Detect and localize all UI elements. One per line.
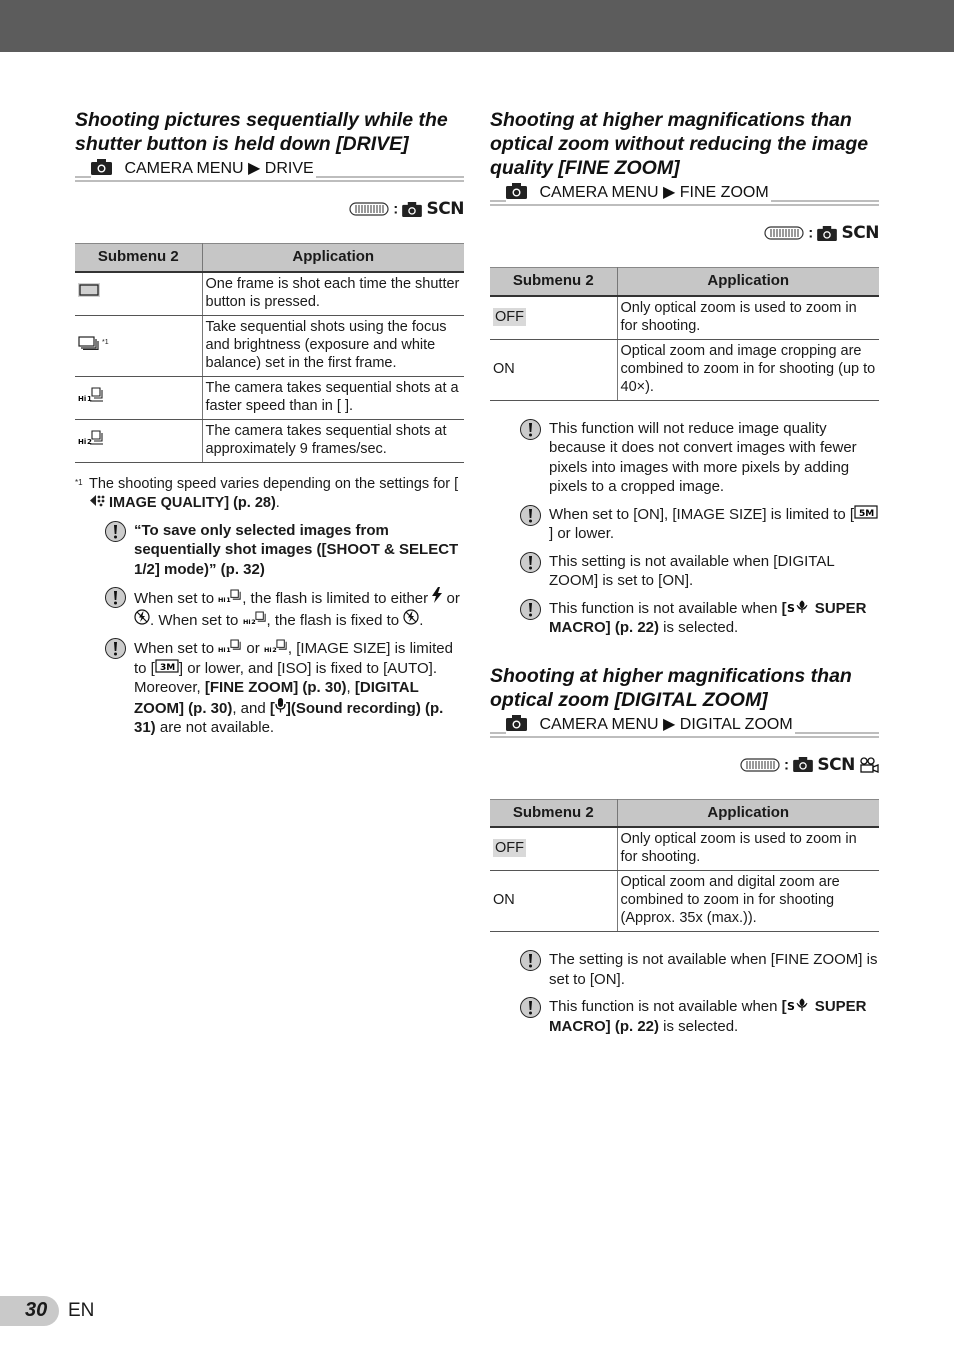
menu-path (490, 183, 879, 207)
note-item: “To save only selected images from sequentially shot images ([SHOOT & SELECT 1/2] mode)” (p. 32) (75, 521, 464, 580)
svg-text:2: 2 (87, 438, 92, 445)
note-item: This function will not reduce image quality because it does not convert images with fewer pixels into images with more pixels by adding pixels to a cropped image. (490, 419, 879, 497)
svg-text:Hi: Hi (218, 645, 226, 653)
table-cell-application: Only optical zoom is used to zoom in for shooting. (617, 827, 879, 871)
option-off: OFF (495, 308, 524, 325)
mode-separator: : (808, 224, 814, 242)
digital-zoom-notes (490, 950, 879, 1036)
table-cell-application: The camera takes sequential shots at a faster speed than in [ ]. (202, 376, 464, 419)
svg-text:Hi: Hi (242, 617, 251, 625)
digital-zoom-section (490, 664, 879, 1037)
top-header-bar (0, 0, 954, 52)
drive-notes (75, 521, 464, 738)
fine-zoom-table (490, 267, 879, 401)
caution-icon (520, 599, 541, 620)
table-row (75, 376, 464, 419)
image-size-3m-icon (155, 659, 179, 673)
table-cell-application: Optical zoom and digital zoom are combined to zoom in for shooting (Approx. 35x (max.)). (617, 871, 879, 932)
section-title: Shooting pictures sequentially while the shutter button is held down [DRIVE] (75, 109, 448, 155)
note-item: This function is not available when [ S SUPER MACRO] (p. 22) is selected. (490, 599, 879, 638)
table-row (490, 339, 879, 400)
fine-zoom-section (490, 108, 879, 638)
option-on: ON (493, 892, 515, 908)
fine-zoom-notes (490, 419, 879, 638)
mode-separator: : (784, 756, 790, 773)
caution-icon (520, 552, 541, 573)
flash-off-icon (134, 609, 150, 625)
mode-indicator (490, 755, 879, 777)
drive-section (75, 108, 464, 746)
mode-dial-icon (740, 757, 780, 773)
menu-path-text: CAMERA MENU ▶ DRIVE (124, 160, 314, 177)
table-row (490, 871, 879, 932)
table-header-submenu: Submenu 2 (490, 268, 617, 296)
table-row (490, 296, 879, 340)
svg-text:5M: 5M (859, 508, 875, 519)
caution-icon (520, 950, 541, 971)
svg-text:S: S (786, 1000, 795, 1011)
hi1-sequential-icon (218, 638, 242, 653)
table-row (75, 272, 464, 316)
table-row (75, 419, 464, 462)
note-item: This function is not available when [ S SUPER MACRO] (p. 22) is selected. (490, 997, 879, 1036)
caution-icon (105, 638, 126, 659)
table-cell-application: One frame is shot each time the shutter button is pressed. (202, 272, 464, 316)
caution-icon (520, 997, 541, 1018)
option-off: OFF (495, 840, 524, 856)
section-title: Shooting at higher magnifications than optical zoom [DIGITAL ZOOM] (490, 664, 852, 711)
svg-text:Hi: Hi (78, 395, 87, 402)
single-frame-icon (78, 283, 100, 297)
table-row (490, 827, 879, 871)
flash-off-icon (403, 609, 419, 625)
language-label: EN (68, 1300, 95, 1321)
table-cell-application: Take sequential shots using the focus and brightness (exposure and white balance) set in the first frame. (202, 315, 464, 376)
caution-icon (520, 505, 541, 526)
hi2-sequential-icon (243, 610, 267, 625)
table-header-application: Application (617, 799, 879, 827)
digital-zoom-table (490, 799, 879, 933)
svg-text:Hi: Hi (218, 595, 226, 603)
caution-icon (105, 587, 126, 608)
zoom-sections (490, 108, 879, 1044)
note-item: This setting is not available when [DIGITAL ZOOM] is set to [ON]. (490, 552, 879, 591)
svg-text:1: 1 (226, 645, 232, 653)
table-header-application: Application (202, 244, 464, 272)
camera-icon (91, 159, 112, 175)
table-cell-application: Optical zoom and image cropping are combined to zoom in for shooting (up to 40×). (617, 339, 879, 400)
note-item: When set to Hi 1 , the flash is limited to either or . When set to Hi 2 , the flash is fixed to . (75, 587, 464, 630)
svg-text:3M: 3M (159, 662, 176, 673)
sequential-icon (78, 336, 102, 350)
note-item: When set to [ON], [IMAGE SIZE] is limited to [ 5M ] or lower. (490, 505, 879, 544)
scn-mode-label: SCN (841, 223, 879, 243)
camera-icon (506, 715, 527, 731)
camera-mode-icon (793, 757, 813, 772)
flash-icon (432, 587, 442, 603)
footnote: *1 The shooting speed varies depending on the settings for [ IMAGE QUALITY] (p. 28). (75, 475, 464, 513)
drive-submenu-table (75, 243, 464, 463)
scn-mode-label: SCN (817, 754, 855, 775)
menu-path (75, 159, 464, 183)
image-quality-icon (89, 494, 105, 507)
svg-text:2: 2 (250, 617, 256, 625)
microphone-icon (275, 698, 286, 713)
table-cell-application: Only optical zoom is used to zoom in for shooting. (617, 296, 879, 340)
svg-text:1: 1 (226, 595, 232, 603)
super-macro-icon (787, 599, 811, 613)
section-title: Shooting at higher magnifications than optical zoom without reducing the image quality [FINE ZOOM] (490, 109, 869, 179)
caution-icon (105, 521, 126, 542)
image-size-5m-icon (854, 505, 878, 519)
svg-text:1: 1 (87, 395, 92, 402)
table-row (75, 315, 464, 376)
caution-icon (520, 419, 541, 440)
table-header-submenu: Submenu 2 (490, 799, 617, 827)
table-header-application: Application (617, 268, 879, 296)
mode-indicator (490, 223, 879, 245)
menu-path-text: CAMERA MENU ▶ FINE ZOOM (539, 184, 769, 201)
camera-mode-icon (402, 202, 422, 217)
scn-mode-label: SCN (426, 199, 464, 219)
note-item: The setting is not available when [FINE ZOOM] is set to [ON]. (490, 950, 879, 989)
menu-path (490, 715, 879, 739)
footnote-mark: *1 (75, 477, 83, 487)
page-number-tab (0, 1296, 59, 1326)
footnote-marker: *1 (102, 339, 109, 347)
camera-mode-icon (817, 226, 837, 241)
movie-mode-icon (859, 757, 879, 773)
mode-dial-icon (764, 225, 804, 241)
svg-text:Hi: Hi (78, 438, 87, 445)
svg-text:2: 2 (272, 645, 277, 653)
table-cell-application: The camera takes sequential shots at approximately 9 frames/sec. (202, 419, 464, 462)
camera-icon (506, 183, 527, 199)
super-macro-icon (787, 997, 811, 1011)
table-header-submenu: Submenu 2 (75, 244, 202, 272)
page-number: 30 (25, 1299, 48, 1321)
hi1-sequential-icon (78, 386, 104, 402)
hi2-sequential-icon (78, 429, 104, 445)
mode-indicator (75, 199, 464, 221)
note-item: When set to Hi 1 or Hi 2 , [IMAGE SIZE] is limited to [ 3M ] or lower, and [ISO] is fixed to [AUTO]. Moreover, [FINE ZOOM] (p. 30), [DIGITAL ZOOM] (p. 30), and [ ](Sound recording) (p. 31) are not available. (75, 638, 464, 738)
hi1-sequential-icon (218, 588, 242, 603)
menu-path-text: CAMERA MENU ▶ DIGITAL ZOOM (539, 715, 793, 733)
mode-separator: : (393, 200, 399, 218)
hi2-sequential-icon (264, 638, 288, 653)
svg-text:S: S (786, 601, 795, 613)
mode-dial-icon (349, 201, 389, 217)
option-on: ON (493, 360, 515, 377)
svg-text:Hi: Hi (263, 645, 272, 653)
